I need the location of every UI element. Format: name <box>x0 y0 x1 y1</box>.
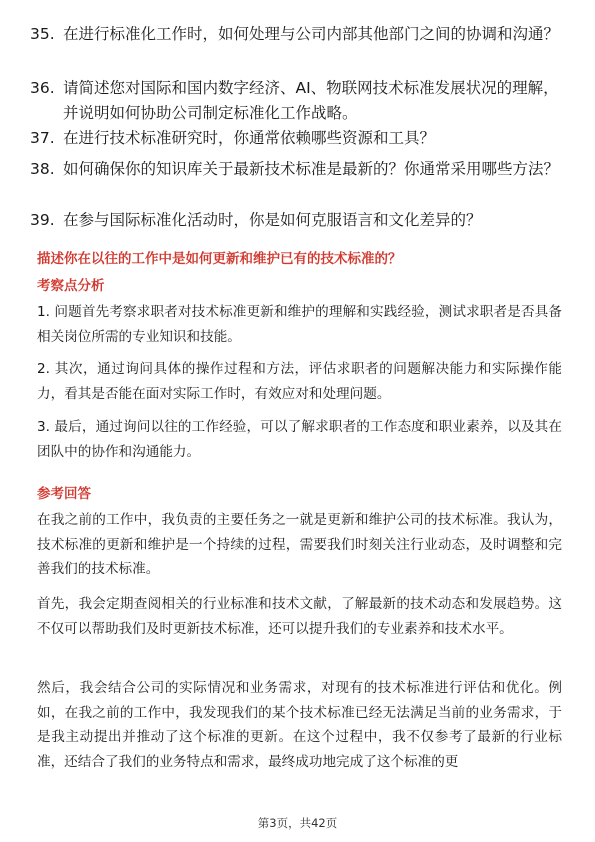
analysis-heading: 考察点分析 <box>37 278 105 294</box>
question-text: 在进行技术标准研究时，你通常依赖哪些资源和工具？ <box>63 129 436 147</box>
question-number: 39. <box>30 211 55 229</box>
question-number: 37. <box>30 129 55 147</box>
question-text: 在进行标准化工作时，如何处理与公司内部其他部门之间的协调和沟通？ <box>63 25 560 43</box>
question-number: 36. <box>30 79 55 97</box>
answer-paragraph: 然后，我会结合公司的实际情况和业务需求，对现有的技术标准进行评估和优化。例如，在我之前的工作中，我发现我们的某个技术标准已经无法满足当前的业务需求，于是我主动提出并推动了这个标准的更新。在这个过程中，我不仅参考了最新的行业标准，还结合了我们的业务特点和需求，最终成功地完成了这个标准的更 <box>37 680 562 770</box>
question-number: 38. <box>30 160 55 178</box>
question-text: 如何确保你的知识库关于最新技术标准是最新的？你通常采用哪些方法？ <box>63 160 560 178</box>
section-question: 描述你在以往的工作中是如何更新和维护已有的技术标准的？ <box>37 251 402 267</box>
answer-paragraph: 在我之前的工作中，我负责的主要任务之一就是更新和维护公司的技术标准。我认为，技术标准的更新和维护是一个持续的过程，需要我们时刻关注行业动态，及时调整和完善我们的技术标准。 <box>37 512 562 578</box>
analysis-point: 3. 最后，通过询问以往的工作经验，可以了解求职者的工作态度和职业素养，以及其在团队中的协作和沟通能力。 <box>37 419 562 460</box>
answer-heading: 参考回答 <box>37 486 91 502</box>
page-footer: 第3页，共42页 <box>257 816 338 830</box>
question-number: 35. <box>30 25 55 43</box>
question-text: 在参与国际标准化活动时，你是如何克服语言和文化差异的？ <box>63 211 482 229</box>
analysis-point: 2. 其次，通过询问具体的操作过程和方法，评估求职者的问题解决能力和实际操作能力，看其是否能在面对实际工作时，有效应对和处理问题。 <box>37 361 562 402</box>
question-text: 请简述您对国际和国内数字经济、AI、物联网技术标准发展状况的理解，并说明如何协助公司制定标准化工作战略。 <box>63 79 559 122</box>
analysis-point: 1. 问题首先考察求职者对技术标准更新和维护的理解和实践经验，测试求职者是否具备相关岗位所需的专业知识和技能。 <box>37 304 562 345</box>
answer-paragraph: 首先，我会定期查阅相关的行业标准和技术文献，了解最新的技术动态和发展趋势。这不仅可以帮助我们及时更新技术标准，还可以提升我们的专业素养和技术水平。 <box>37 596 562 637</box>
